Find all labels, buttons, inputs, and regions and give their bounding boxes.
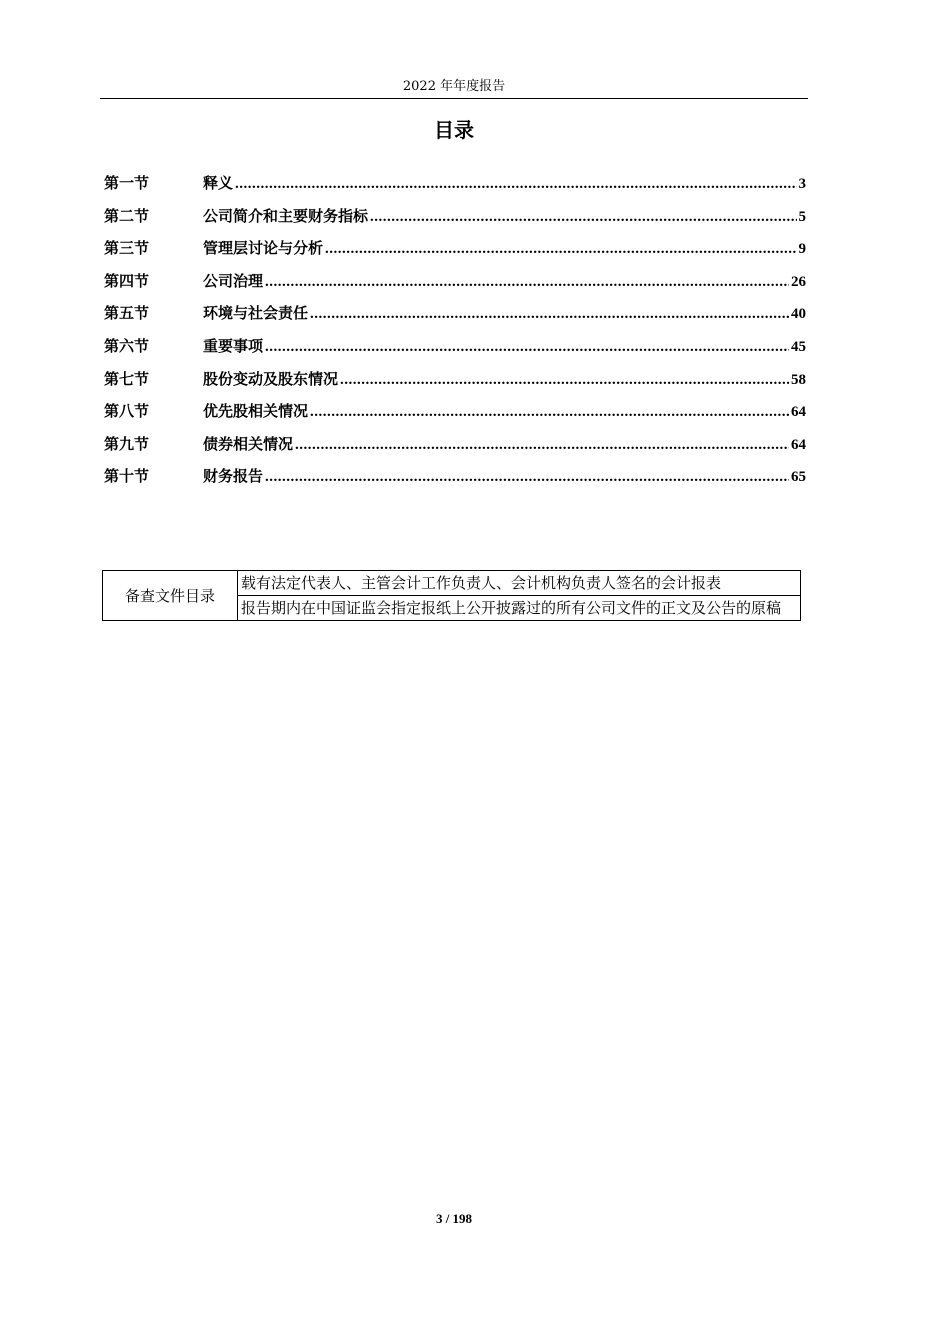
reference-document-item: 载有法定代表人、主管会计工作负责人、会计机构负责人签名的会计报表: [238, 571, 801, 596]
toc-section-name: 环境与社会责任: [203, 304, 309, 323]
toc-entry-9[interactable]: [104, 433, 806, 466]
toc-entry-10[interactable]: [104, 465, 806, 498]
toc-leader-dots: [265, 469, 789, 486]
reference-document-item: 报告期内在中国证监会指定报纸上公开披露过的所有公司文件的正文及公告的原稿: [238, 596, 801, 621]
toc-section-number: 第八节: [104, 402, 150, 421]
toc-page-number: 9: [798, 241, 806, 258]
table-row: [103, 571, 801, 596]
toc-leader-dots: [370, 209, 796, 226]
toc-section-number: 第九节: [104, 434, 150, 453]
toc-section-name: 债券相关情况: [203, 434, 294, 453]
toc-leader-dots: [325, 241, 796, 258]
toc-leader-dots: [295, 437, 789, 454]
toc-page-number: 45: [791, 338, 806, 355]
toc-section-number: 第四节: [104, 271, 150, 290]
toc-entry-7[interactable]: [104, 368, 806, 401]
reference-documents-table: [102, 570, 801, 621]
toc-section-name: 管理层讨论与分析: [203, 239, 324, 258]
reference-documents-label: 备查文件目录: [103, 571, 238, 621]
toc-entry-6[interactable]: [104, 335, 806, 368]
toc-entry-3[interactable]: [104, 237, 806, 270]
toc-section-name: 重要事项: [203, 336, 264, 355]
page-indicator: 3 / 198: [435, 1211, 473, 1226]
toc-entry-1[interactable]: [104, 172, 806, 205]
toc-leader-dots: [235, 176, 796, 193]
header-rule: [100, 98, 808, 99]
toc-title: 目录: [434, 118, 474, 142]
toc-leader-dots: [310, 404, 789, 421]
toc-section-name: 释义: [203, 174, 234, 192]
toc-section-number: 第二节: [104, 206, 150, 225]
toc-section-name: 公司简介和主要财务指标: [203, 206, 369, 225]
toc-entry-2[interactable]: [104, 205, 806, 238]
toc-page-number: 40: [791, 306, 806, 323]
toc-page-number: 58: [791, 371, 806, 388]
toc-section-number: 第三节: [104, 239, 150, 258]
toc-page-number: 64: [791, 436, 806, 453]
toc-section-number: 第一节: [104, 174, 150, 192]
toc-section-name: 财务报告: [203, 467, 264, 486]
toc-page-number: 26: [791, 273, 806, 290]
toc-section-number: 第十节: [104, 467, 150, 486]
toc-page-number: 64: [791, 404, 806, 421]
toc-entry-4[interactable]: [104, 270, 806, 303]
toc-section-number: 第六节: [104, 336, 150, 355]
toc-section-name: 公司治理: [203, 271, 264, 290]
toc-page-number: 5: [798, 208, 806, 225]
toc-page-number: 65: [791, 469, 806, 486]
toc-entry-8[interactable]: [104, 400, 806, 433]
toc-leader-dots: [310, 306, 789, 323]
running-header: 2022 年年度报告: [402, 79, 506, 94]
toc-page-number: 3: [798, 176, 806, 192]
table-of-contents: [104, 172, 806, 498]
toc-leader-dots: [265, 339, 789, 356]
toc-section-number: 第七节: [104, 369, 150, 388]
toc-section-number: 第五节: [104, 304, 150, 323]
toc-leader-dots: [340, 372, 789, 389]
toc-section-name: 股份变动及股东情况: [203, 369, 339, 388]
toc-entry-5[interactable]: [104, 302, 806, 335]
toc-section-name: 优先股相关情况: [203, 402, 309, 421]
toc-leader-dots: [265, 274, 789, 291]
